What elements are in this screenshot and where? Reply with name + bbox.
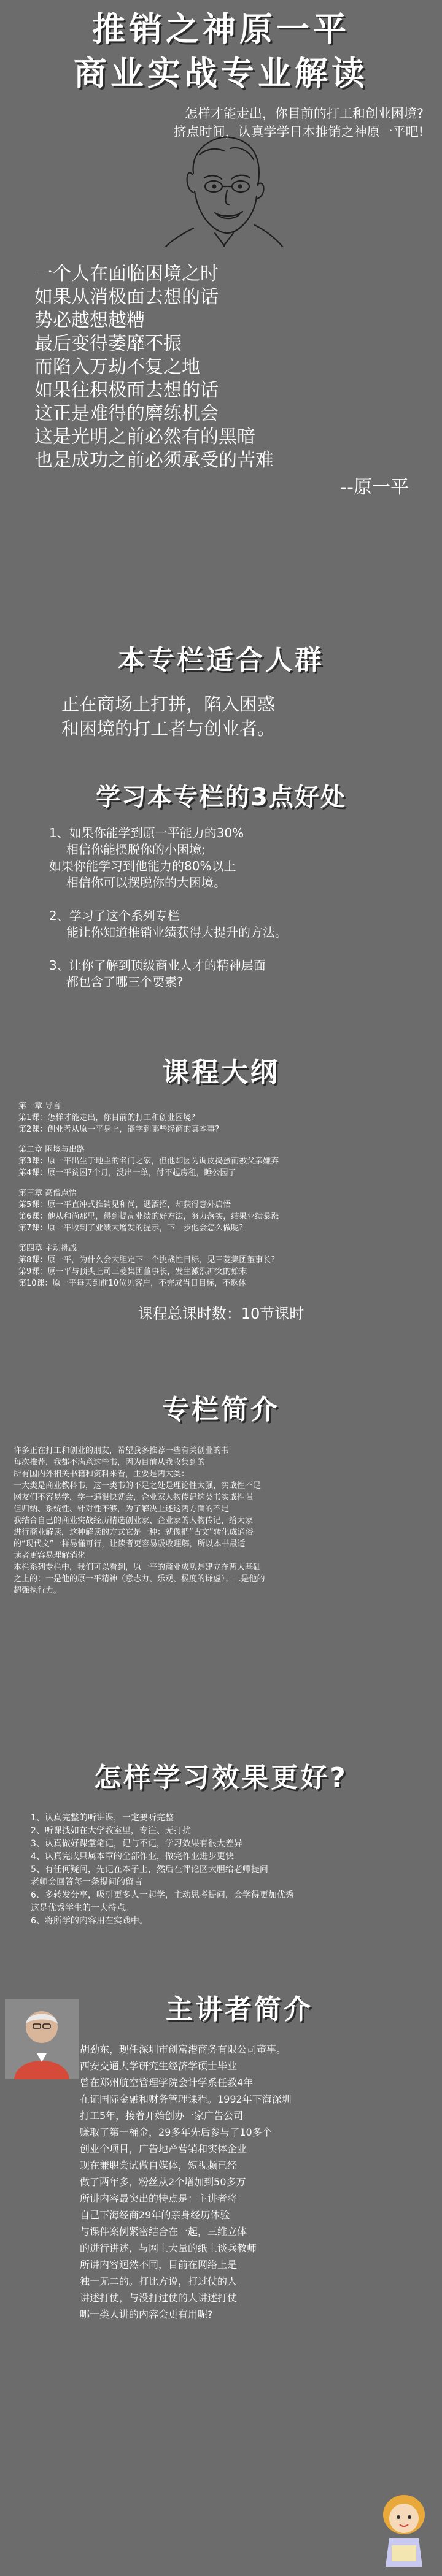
speaker-section — [0, 1987, 442, 2576]
intro-line: 网友们不容易学，学一遍很快就会，企业家人物传记这类书实战性强 — [14, 1493, 254, 1502]
audience-section — [0, 638, 442, 741]
benefit-line: 都包含了哪三个要素? — [66, 975, 184, 989]
howto-line: 4、认真完成只属本章的全部作业，做完作业进步更快 — [31, 1852, 234, 1861]
intro-line: 我结合自己的商业实战经历精选创业家、企业家的人物传记，给大家 — [14, 1516, 254, 1525]
intro-line: 所有国内外相关书籍和资料来看，主要是两大类： — [14, 1470, 190, 1479]
outline-line: 第4课：原一平贫困7个月，没出一单，付不起房租，睡公园了 — [18, 1168, 236, 1178]
intro-section — [0, 1387, 442, 1597]
outline-heading: 课程大纲 — [162, 1057, 280, 1088]
speaker-line: 现在兼职尝试做自媒体，短视频已经 — [80, 2160, 238, 2171]
speaker-line: 创业个项目，广告地产营销和实体企业 — [80, 2143, 247, 2155]
speaker-line: 所讲内容迥然不同，目前在网络上是 — [80, 2259, 238, 2271]
intro-line: 本栏系列专栏中，我们可以看到，原一平的商业成功是建立在两大基础 — [14, 1563, 262, 1572]
quote-line: 如果往积极面去想的话 — [34, 380, 219, 401]
howto-line: 6、多转发分享，吸引更多人一起学，主动思考提问，会学得更加优秀 — [31, 1890, 294, 1900]
header — [0, 7, 442, 141]
portrait-sketch — [157, 130, 285, 247]
benefits-heading: 学习本专栏的3点好处 — [96, 783, 346, 811]
outline-line: 第5课：原一平直冲式推销见和尚，遇酒招，却获得意外启悟 — [18, 1200, 231, 1209]
speaker-line: 的进行讲述，与网上大量的纸上谈兵教师 — [80, 2242, 257, 2254]
outline-summary: 课程总课时数：10节课时 — [138, 1305, 304, 1322]
speaker-heading: 主讲者简介 — [166, 1994, 313, 2025]
intro-line: 的“现代文”一样易懂可行，让读者更容易吸收理解，所以本书最适 — [14, 1539, 246, 1549]
speaker-line: 做了两年多，粉丝从2个增加到50多万 — [80, 2176, 246, 2188]
outline-line: 第9课：原一平与顶头上司三菱集团董事长，发生激烈冲突的始末 — [18, 1267, 247, 1276]
intro-line: 之上的：一是他的原一平精神（意志力、乐观、极度的谦虚）；二是他的 — [14, 1574, 265, 1584]
outline-line: 第6课：他从和尚那里，得到提高业绩的好方法，努力落实，结果业绩暴涨 — [18, 1212, 279, 1221]
mascot-illustration — [373, 2490, 435, 2570]
quote-line: 如果从消极面去想的话 — [34, 286, 219, 308]
outline-line: 第8课：原一平，为什么会大胆定下一个挑战性目标，见三菱集团董事长? — [18, 1255, 276, 1265]
howto-line: 6、将所学的内容用在实践中。 — [31, 1916, 148, 1926]
speaker-line: 所讲内容最突出的特点是：主讲者将 — [80, 2193, 238, 2204]
benefit-line: 相信你能摆脱你的小困境; — [66, 842, 206, 857]
howto-line: 2、听课找如在大学教室里，专注、无打扰 — [31, 1826, 191, 1836]
speaker-line: 打工5年，接着开始创办一家广告公司 — [80, 2110, 244, 2122]
benefit-line: 相信你可以摆脱你的大困境。 — [66, 875, 226, 890]
outline-line: 第2课：创业者从原一平身上，能学到哪些经商的真本事? — [18, 1125, 220, 1134]
howto-heading: 怎样学习效果更好? — [94, 1762, 348, 1793]
subtitle-line2: 挤点时间，认真学学日本推销之神原一平吧! — [173, 125, 424, 139]
quote-line: 这正是难得的磨练机会 — [34, 403, 219, 424]
intro-line: 一大类是商业教科书，这一类书的不足之处是理论性太强，实战性不足 — [14, 1481, 262, 1490]
quote-line: 而陷入万劫不复之地 — [34, 356, 200, 378]
outline-line: 第一章 导言 — [18, 1102, 61, 1111]
quote-line: 也是成功之前必须承受的苦难 — [34, 450, 274, 471]
intro-line: 许多正在打工和创业的朋友，希望我多推荐一些有关创业的书 — [14, 1446, 230, 1455]
quote-section — [34, 263, 427, 499]
intro-line: 但归纳、系统性、针对性不够，为了解决上述这两方面的不足 — [14, 1505, 230, 1514]
howto-line: 1、认真完整的听讲课，一定要听完整 — [31, 1813, 174, 1823]
howto-section — [0, 1755, 442, 1928]
outline-line: 第三章 高僧点悟 — [18, 1189, 77, 1198]
outline-line: 第3课：原一平出生于地主的名门之家，但他却因为调皮捣蛋而被父亲嫌弃 — [18, 1157, 279, 1166]
quote-line: 最后变得萎靡不振 — [34, 333, 182, 355]
speaker-line: 哪一类人讲的内容会更有用呢? — [80, 2309, 213, 2320]
howto-line: 3、认真做好课堂笔记，记与不记，学习效果有很大差异 — [31, 1839, 242, 1849]
howto-line: 这是优秀学生的一大特点。 — [31, 1903, 134, 1913]
benefit-line: 2、学习了这个系列专栏 — [49, 908, 180, 923]
quote-line: 势必越想越糟 — [34, 310, 145, 331]
audience-text-line1: 正在商场上打拼，陷入困惑 — [61, 694, 276, 715]
intro-line: 超强执行力。 — [14, 1586, 62, 1595]
speaker-line: 在证国际金融和财务管理课程。1992年下海深圳 — [80, 2093, 292, 2105]
intro-line: 进行商业解读，这种解读的方式它是一种：就像把“古文”转化成通俗 — [14, 1528, 254, 1537]
audience-heading: 本专栏适合人群 — [118, 645, 324, 676]
outline-line: 第四章 主动挑战 — [18, 1244, 77, 1253]
main-title-line2: 商业实战专业解读 — [74, 54, 368, 93]
speaker-line: 西安交通大学研究生经济学硕士毕业 — [80, 2060, 238, 2072]
intro-line: 读者更容易理解消化 — [14, 1551, 86, 1560]
speaker-line: 与课件案例紧密结合在一起，三维立体 — [80, 2226, 247, 2237]
speaker-line: 赚取了第一桶金，29多年先后参与了10多个 — [80, 2126, 272, 2138]
outline-line: 第10课：原一平每天到前10位见客户，不完成当日目标，不返休 — [18, 1279, 247, 1288]
benefit-line: 能让你知道推销业绩获得大提升的方法。 — [66, 925, 287, 940]
speaker-line: 讲述打仗，与没打过仗的人讲述打仗 — [80, 2292, 238, 2304]
intro-heading: 专栏简介 — [162, 1394, 280, 1425]
subtitle-line1: 怎样才能走出，你目前的打工和创业困境? — [184, 106, 424, 121]
main-title-line1: 推销之神原一平 — [92, 10, 350, 48]
outline-line: 第1课：怎样才能走出，你目前的打工和创业困境? — [18, 1113, 196, 1122]
benefit-line: 1、如果你能学到原一平能力的30% — [49, 826, 244, 840]
speaker-line: 自己下海经商29年的亲身经历体验 — [80, 2209, 230, 2221]
quote-author: --原一平 — [340, 477, 409, 498]
quote-line: 这是光明之前必然有的黑暗 — [34, 426, 255, 448]
audience-text-line2: 和困境的打工者与创业者。 — [61, 718, 276, 739]
benefit-line: 3、让你了解到顶级商业人才的精神层面 — [49, 958, 266, 973]
benefit-line: 如果你能学习到他能力的80%以上 — [49, 859, 236, 873]
howto-line: 老师会回答每一条提问的留言 — [31, 1877, 142, 1887]
howto-line: 5、有任何疑问，先记在本子上，然后在评论区大胆给老师提问 — [31, 1865, 268, 1874]
speaker-photo — [5, 1999, 79, 2079]
speaker-line: 独一无二的。打比方说，打过仗的人 — [80, 2275, 238, 2287]
benefits-section — [0, 778, 442, 991]
outline-line: 第二章 困境与出路 — [18, 1145, 85, 1154]
outline-line: 第7课：原一平收到了业绩大增发的提示，下一步他会怎么做呢? — [18, 1224, 244, 1233]
outline-section — [0, 1050, 442, 1323]
speaker-line: 曾在郑州航空管理学院会计学系任教4年 — [80, 2077, 254, 2088]
quote-line: 一个人在面临困境之时 — [34, 263, 219, 285]
intro-line: 每次推荐，我都不满意这些书，因为目前从我收集到的 — [14, 1458, 206, 1467]
speaker-line: 胡劲东，现任深圳市创富港商务有限公司董事。 — [80, 2044, 287, 2055]
